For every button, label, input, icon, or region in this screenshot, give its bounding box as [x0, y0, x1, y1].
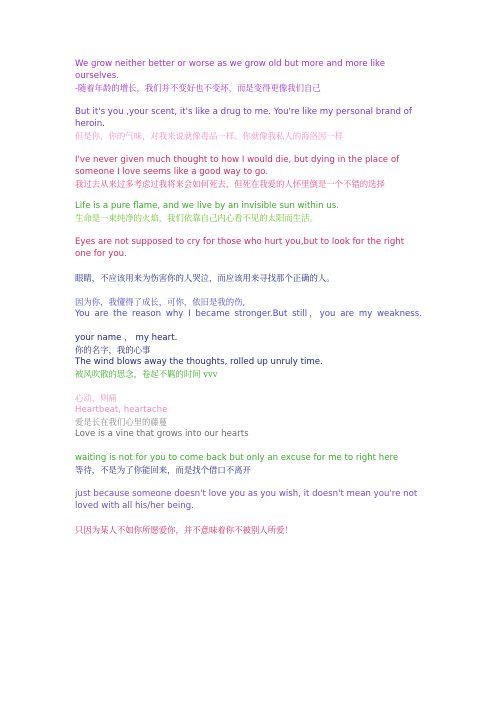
quote-6-zh: 因为你，我懂得了成长，可你，依旧是我的伤, [75, 297, 246, 307]
quote-8-en-2: Love is a vine that grows into our hearts [75, 429, 249, 439]
quote-9-en: waiting is not for you to come back but only an excuse for me to right here [75, 453, 399, 463]
quote-10-zh: 只因为某人不如你所愿爱你，并不意味着你不被别人所爱！ [75, 525, 293, 535]
quote-1-en: We grow neither better or worse as we grow old but more and more like ourselves. [75, 59, 385, 81]
quote-4-zh: 生命是一束纯净的火焰，我们依靠自己内心看不见的太阳而生活。 [75, 213, 318, 223]
quote-8-en-1: Heartbeat, heartache [75, 405, 168, 415]
quote-2-en: But it's you ,your scent, it's like a drug to me. You're like my personal brand of heroin. [75, 107, 412, 129]
document-page [75, 58, 422, 536]
quote-9-zh: 等待，不是为了你能回来，而是找个借口不离开 [75, 465, 251, 475]
quote-5-en: Eyes are not supposed to cry for those who hurt you,but to look for the right one for you. [75, 237, 405, 259]
quote-4-en: Life is a pure flame, and we live by an invisible sun within us. [75, 201, 340, 211]
quote-7-en-2: The wind blows away the thoughts, rolled up unruly time. [75, 357, 323, 367]
quote-7-zh-1: 你的名字，我的心事 [75, 345, 151, 355]
quote-8-zh-2: 爱是长在我们心里的藤蔓 [75, 417, 168, 427]
quote-3-zh: 我过去从来过多考虑过我将来会如何死去，但死在我爱的人怀里倒是一个不错的选择 [75, 179, 385, 189]
quote-7-zh-2: 被风吹散的思念，卷起不羁的时间 vvv [75, 369, 218, 379]
quote-3-en: I've never given much thought to how I would die, but dying in the place of someone I love seems like a good way to go. [75, 155, 400, 177]
quote-2-zh: 但是你，你的气味，对我来说就像毒品一样。你就像我私人的海洛因一样 [75, 131, 343, 141]
quote-8-zh-1: 心动，则痛 [75, 393, 117, 403]
quote-6-en: You are the reason why I became stronger.But still，you are my weakness. [75, 309, 422, 319]
quote-1-zh: -随着年龄的增长，我们并不变好也不变坏，而是变得更像我们自己 [75, 83, 321, 93]
quote-7-en-1: your name ， my heart. [75, 333, 178, 343]
quote-5-zh: 眼睛，不应该用来为伤害你的人哭泣，而应该用来寻找那个正确的人。 [75, 273, 335, 283]
quote-10-en: just because someone doesn't love you as you wish, it doesn't mean you're not loved with all his/her being. [75, 489, 418, 511]
